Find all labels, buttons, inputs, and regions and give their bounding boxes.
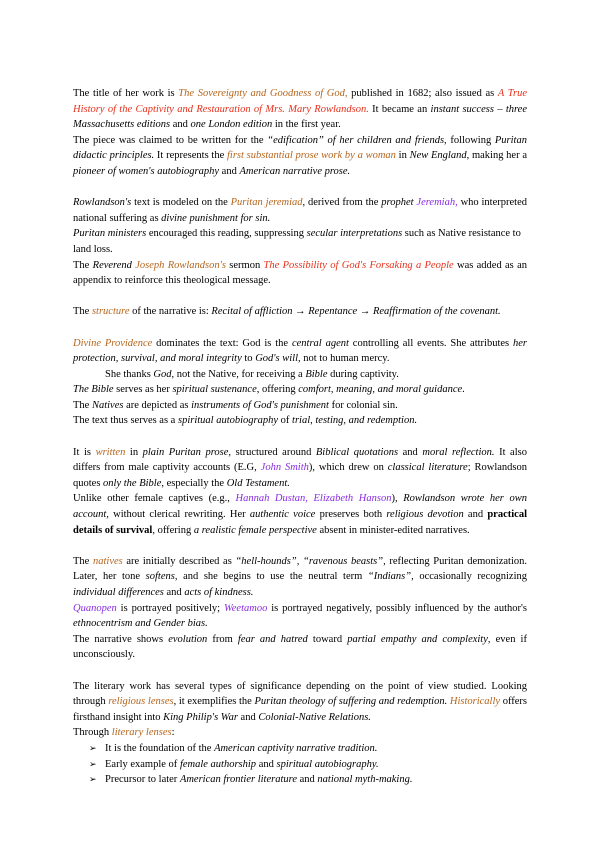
text: without clerical rewriting. Her	[108, 509, 250, 521]
text: and	[170, 119, 191, 131]
text: in the first year.	[272, 119, 341, 131]
text: preserves both	[315, 509, 387, 521]
emphasis: female authorship	[179, 758, 257, 770]
emphasis: a realistic female perspective	[193, 524, 317, 536]
text: The	[73, 306, 92, 318]
text: are initially described as	[122, 555, 236, 567]
text: :	[171, 727, 175, 739]
arrow-bullet-icon: ➢	[89, 758, 97, 769]
text: is portrayed positively;	[116, 602, 224, 614]
paragraph-natives-punishment	[73, 398, 527, 414]
text: ),	[391, 493, 404, 505]
text: .	[462, 384, 465, 396]
text: sermon	[225, 259, 264, 271]
text: reflecting Puritan demonization. Later, her tone	[73, 555, 527, 583]
text: during captivity.	[327, 368, 399, 380]
emphasis: New England	[409, 150, 467, 162]
emphasis: prophet	[381, 197, 417, 209]
highlight: structure	[91, 306, 130, 318]
text: Precursor to later	[105, 774, 180, 786]
paragraph-significance	[73, 679, 527, 726]
highlight: literary lenses	[111, 727, 172, 739]
text: , and she begins to use the neutral term	[174, 571, 368, 583]
bold-emphasis: practical details of survival	[73, 509, 527, 536]
paragraph-ministers	[73, 226, 527, 257]
paragraph-thanks	[73, 367, 527, 383]
text: It also differs from male captivity accounts (E.G,	[73, 446, 527, 474]
list-item	[73, 757, 527, 773]
emphasis: religious devotion	[386, 509, 464, 521]
text: dominates the text: God is the	[152, 337, 292, 349]
paragraph-female-captives	[73, 491, 527, 538]
person-name: Jeremiah,	[416, 197, 458, 209]
list-item	[73, 741, 527, 757]
text: and	[237, 711, 259, 723]
highlight: religious lenses	[108, 696, 174, 708]
alt-title: A True History of the Captivity and Restauration of Mrs. Mary Rowlandson.	[73, 88, 528, 115]
work-title: The Sovereignty and Goodness of God,	[178, 88, 348, 99]
highlight: Divine Providence	[73, 337, 153, 349]
emphasis: Puritan theology of suffering and redemption.	[254, 696, 448, 708]
text: are depicted as	[123, 399, 192, 411]
emphasis: Puritan ministers	[73, 228, 147, 240]
text: of	[278, 415, 293, 427]
emphasis: God's will	[255, 353, 298, 365]
text: following	[446, 134, 495, 146]
emphasis: spiritual autobiography	[177, 415, 279, 427]
text: and	[296, 774, 318, 786]
emphasis: Biblical quotations	[315, 446, 399, 458]
emphasis: spiritual sustenance	[172, 384, 257, 396]
text: , it exemplifies the	[173, 696, 255, 708]
text: The literary work has several types of significance depending on the point of view studied. Looking through	[73, 680, 527, 708]
emphasis: acts of kindness.	[184, 587, 254, 598]
emphasis: The Bible	[73, 384, 114, 396]
emphasis: one London edition	[190, 119, 273, 131]
paragraph-literary-lenses	[73, 725, 527, 741]
text: in	[125, 446, 143, 458]
text: and	[256, 758, 277, 770]
emphasis: God	[153, 368, 172, 380]
text: The piece was claimed to be written for the	[73, 134, 268, 146]
text: The	[73, 555, 93, 567]
paragraph-title-info	[73, 86, 527, 133]
text: Unlike other female captives (e.g.,	[73, 493, 236, 505]
emphasis: Rowlandson wrote her own account,	[73, 493, 528, 521]
emphasis: central agent	[291, 337, 349, 349]
text: It is	[73, 446, 96, 458]
emphasis: Rowlandson's	[73, 197, 132, 209]
emphasis: Bible	[305, 368, 328, 380]
text: absent in minister-edited narratives.	[316, 524, 470, 536]
text: , offering	[152, 524, 194, 536]
text: Through	[73, 727, 112, 739]
text: and	[219, 165, 240, 177]
person-name: Weetamoo	[223, 602, 268, 614]
highlight: first substantial prose work by a woman	[226, 150, 396, 162]
text: to	[241, 353, 256, 365]
emphasis: secular interpretations	[306, 228, 403, 240]
text: who interpreted national suffering as	[73, 197, 527, 224]
text: in	[395, 150, 410, 162]
text: The	[73, 259, 93, 271]
text: , making her a	[466, 150, 527, 162]
emphasis: divine punishment for sin.	[161, 212, 271, 224]
sermon-title: The Possibility of God's Forsaking a People	[263, 259, 454, 271]
text: published in 1682; also issued as	[347, 88, 498, 99]
emphasis: plain Puritan prose,	[142, 446, 232, 458]
emphasis: softens	[145, 571, 175, 583]
paragraph-sermon	[73, 258, 527, 289]
emphasis: ethnocentrism and Gender bias.	[73, 618, 208, 630]
emphasis: “edification” of her children and friends,	[267, 134, 447, 146]
text: It represents the	[154, 150, 227, 162]
emphasis: American narrative prose.	[239, 165, 351, 177]
text: structured around	[231, 446, 316, 458]
emphasis: only the Bible	[103, 477, 162, 489]
paragraph-portrayals	[73, 601, 527, 632]
text: for colonial sin.	[328, 399, 398, 411]
text: text is modeled on the	[131, 197, 231, 209]
paragraph-evolution	[73, 632, 527, 663]
person-names: Hannah Dustan, Elizabeth Hanson	[235, 493, 392, 505]
text: occasionally recognizing	[413, 571, 527, 583]
emphasis: instruments of God's punishment	[191, 399, 329, 411]
text: and	[463, 509, 488, 521]
emphasis: trial, testing, and redemption.	[292, 415, 418, 427]
text: offers firsthand insight into	[73, 696, 528, 723]
emphasis: American frontier literature	[179, 774, 297, 786]
paragraph-bible	[73, 382, 527, 398]
person-name: John Smith	[260, 462, 309, 474]
emphasis: Puritan didactic principles.	[73, 134, 527, 162]
person-name: Joseph Rowlandson's	[135, 259, 226, 271]
paragraph-spiritual-autobiography	[73, 413, 527, 429]
text: of the narrative is:	[129, 306, 212, 318]
emphasis: moral reflection.	[422, 446, 495, 458]
text: such as Native resistance to land loss.	[73, 228, 521, 255]
text: It is the foundation of the	[105, 742, 215, 754]
paragraph-structure	[73, 304, 527, 320]
text: , not the Native, for receiving a	[171, 368, 306, 380]
emphasis: her protection, survival, and moral integrity	[73, 337, 528, 365]
emphasis: national myth-making.	[317, 774, 413, 786]
highlight: written	[95, 446, 126, 458]
text: was added as an appendix to reinforce this theological message.	[73, 259, 527, 287]
emphasis: pioneer of women's autobiography	[73, 165, 220, 177]
emphasis: “Indians”,	[367, 571, 414, 583]
emphasis: comfort, meaning, and moral guidance	[298, 384, 463, 396]
text: controlling all events. She attributes	[348, 337, 514, 349]
emphasis: classical literature	[387, 462, 468, 474]
text: , not to human mercy.	[297, 353, 390, 365]
text: She thanks	[105, 368, 154, 380]
text: is portrayed negatively, possibly influenced by the author's	[267, 602, 527, 614]
text: and	[398, 446, 423, 458]
emphasis: individual differences	[73, 587, 164, 598]
paragraph-jeremiad	[73, 195, 527, 226]
text: , even if unconsciously.	[73, 633, 527, 661]
emphasis: Reverend	[92, 259, 132, 271]
arrow-bullet-icon: ➢	[89, 774, 97, 785]
text: The narrative shows	[73, 633, 169, 645]
emphasis: “hell-hounds”, “ravenous beasts”,	[235, 555, 386, 567]
arrow-bullet-icon: ➢	[89, 742, 97, 753]
paragraph-providence	[73, 336, 527, 367]
emphasis: authentic voice	[249, 509, 316, 521]
emphasis: Natives	[91, 399, 124, 411]
person-name: Quanopen	[73, 602, 117, 614]
text: encouraged this reading, suppressing	[146, 228, 307, 240]
paragraph-purpose	[73, 133, 527, 180]
text: serves as her	[113, 384, 173, 396]
emphasis: evolution	[168, 633, 208, 645]
highlight: Historically	[449, 696, 501, 708]
structure-sequence: Recital of affliction → Repentance → Reaffirmation of the covenant.	[211, 306, 501, 318]
emphasis: spiritual autobiography.	[276, 758, 379, 770]
paragraph-natives-depiction	[73, 554, 527, 601]
emphasis: partial empathy and complexity	[347, 633, 488, 645]
emphasis: Old Testament.	[226, 477, 290, 489]
text: , especially the	[161, 477, 227, 489]
text: toward	[307, 633, 348, 645]
highlight: Puritan jeremiad	[230, 197, 303, 209]
document-page	[73, 86, 527, 788]
text: The text thus serves as a	[73, 415, 178, 427]
text: The title of her work is	[73, 88, 179, 99]
emphasis: fear and hatred	[237, 633, 308, 645]
emphasis: American captivity narrative tradition.	[214, 742, 378, 754]
text: The	[73, 399, 92, 411]
text: and	[163, 587, 185, 598]
text: ; Rowlandson quotes	[73, 462, 528, 489]
text: It became an	[368, 103, 431, 115]
text: , derived from the	[302, 197, 382, 209]
text: from	[207, 633, 238, 645]
list-item	[73, 772, 527, 788]
paragraph-style	[73, 445, 527, 492]
text: , offering	[256, 384, 299, 396]
emphasis: King Philip's War	[163, 711, 238, 723]
highlight: natives	[92, 555, 123, 567]
emphasis: instant success – three Massachusetts editions	[73, 103, 527, 131]
text: Early example of	[105, 758, 180, 770]
text: ), which drew on	[308, 462, 388, 474]
emphasis: Colonial-Native Relations.	[258, 711, 371, 723]
